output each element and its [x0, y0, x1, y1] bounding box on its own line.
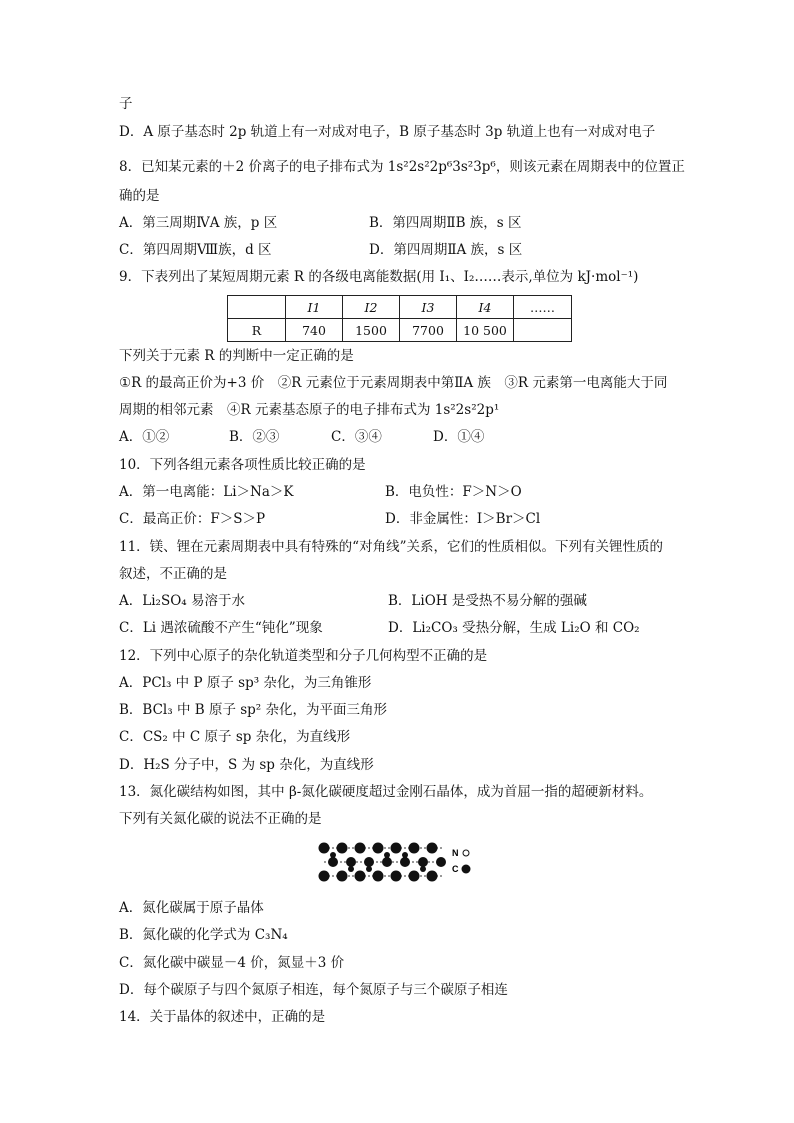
option-c: C．CS₂ 中 C 原子 sp 杂化，为直线形 — [119, 729, 351, 745]
option-d: D．H₂S 分子中，S 为 sp 杂化，为直线形 — [119, 757, 374, 773]
text-line: 确的是 — [119, 188, 160, 204]
option-c: C．Li 遇浓硫酸不产生“钝化”现象 — [119, 620, 323, 636]
option-a: A．Li₂SO₄ 易溶于水 — [119, 593, 245, 609]
carbon-nitride-structure-figure — [316, 838, 476, 886]
question-10: 10．下列各组元素各项性质比较正确的是 — [119, 457, 366, 473]
option-c: C．最高正价：F＞S＞P — [119, 511, 266, 527]
option-b: B．氮化碳的化学式为 C₃N₄ — [119, 927, 288, 943]
option-b: B．电负性：F＞N＞O — [385, 484, 522, 500]
table-cell: 7700 — [400, 319, 457, 342]
option-b: B．LiOH 是受热不易分解的强碱 — [388, 593, 587, 609]
option-b: B．第四周期ⅡB 族，s 区 — [369, 215, 522, 231]
table-cell: 1500 — [343, 319, 400, 342]
option-d: D．①④ — [433, 429, 485, 445]
ionization-table — [227, 295, 572, 342]
text-line: 周期的相邻元素 ④R 元素基态原子的电子排布式为 1s²2s²2p¹ — [119, 402, 500, 418]
table-cell: 10 500 — [457, 319, 514, 342]
option-d: D．第四周期ⅡA 族，s 区 — [369, 242, 523, 258]
question-8: 8．已知某元素的＋2 价离子的电子排布式为 1s²2s²2p⁶3s²3p⁶，则该元素在周期表中的位置正 — [119, 159, 685, 175]
text-line: 叙述，不正确的是 — [119, 566, 227, 582]
table-cell: I3 — [400, 296, 457, 319]
legend-n-label: N — [452, 848, 459, 858]
option-a: A．氮化碳属于原子晶体 — [119, 900, 264, 916]
table-row — [228, 319, 572, 342]
option-d: D．Li₂CO₃ 受热分解，生成 Li₂O 和 CO₂ — [388, 620, 640, 636]
text-line: D．A 原子基态时 2p 轨道上有一对成对电子，B 原子基态时 3p 轨道上也有一对成对电子 — [119, 124, 656, 140]
table-cell: …… — [514, 296, 572, 319]
text-line: 子 — [119, 96, 133, 112]
question-13: 13．氮化碳结构如图，其中 β-氮化碳硬度超过金刚石晶体，成为首屈一指的超硬新材料。 — [119, 784, 653, 800]
question-12: 12．下列中心原子的杂化轨道类型和分子几何构型不正确的是 — [119, 648, 488, 664]
question-9: 9．下表列出了某短周期元素 R 的各级电离能数据(用 I₁、I₂……表示,单位为 kJ·mol⁻¹) — [119, 269, 639, 285]
option-d: D．非金属性：I＞Br＞Cl — [385, 511, 541, 527]
table-cell: I2 — [343, 296, 400, 319]
option-a: A．第三周期ⅣA 族，p 区 — [119, 215, 278, 231]
option-a: A．①② — [119, 429, 170, 445]
option-b: B．BCl₃ 中 B 原子 sp² 杂化，为平面三角形 — [119, 702, 388, 718]
text-line: 下列有关氮化碳的说法不正确的是 — [119, 811, 322, 827]
text-line: 下列关于元素 R 的判断中一定正确的是 — [119, 348, 354, 364]
table-cell: I4 — [457, 296, 514, 319]
option-b: B．②③ — [229, 429, 280, 445]
option-c: C．氮化碳中碳显－4 价，氮显＋3 价 — [119, 955, 345, 971]
question-14: 14．关于晶体的叙述中，正确的是 — [119, 1009, 326, 1025]
option-a: A．第一电离能：Li＞Na＞K — [119, 484, 294, 500]
table-cell: 740 — [286, 319, 343, 342]
option-d: D．每个碳原子与四个氮原子相连，每个氮原子与三个碳原子相连 — [119, 982, 508, 998]
table-cell — [228, 296, 286, 319]
carbon-legend-marker — [462, 865, 471, 874]
table-cell: R — [228, 319, 286, 342]
nitrogen-legend-marker — [463, 850, 469, 856]
legend-c-label: C — [452, 864, 459, 874]
option-c: C．第四周期Ⅷ族，d 区 — [119, 242, 272, 258]
question-11: 11．镁、锂在元素周期表中具有特殊的“对角线”关系，它们的性质相似。下列有关锂性质的 — [119, 539, 663, 555]
text-line: ①R 的最高正价为+3 价 ②R 元素位于元素周期表中第ⅡA 族 ③R 元素第一电离能大于同 — [119, 375, 668, 391]
table-cell — [514, 319, 572, 342]
table-header-row — [228, 296, 572, 319]
table-cell: I1 — [286, 296, 343, 319]
option-a: A．PCl₃ 中 P 原子 sp³ 杂化，为三角锥形 — [119, 675, 372, 691]
option-c: C．③④ — [331, 429, 382, 445]
